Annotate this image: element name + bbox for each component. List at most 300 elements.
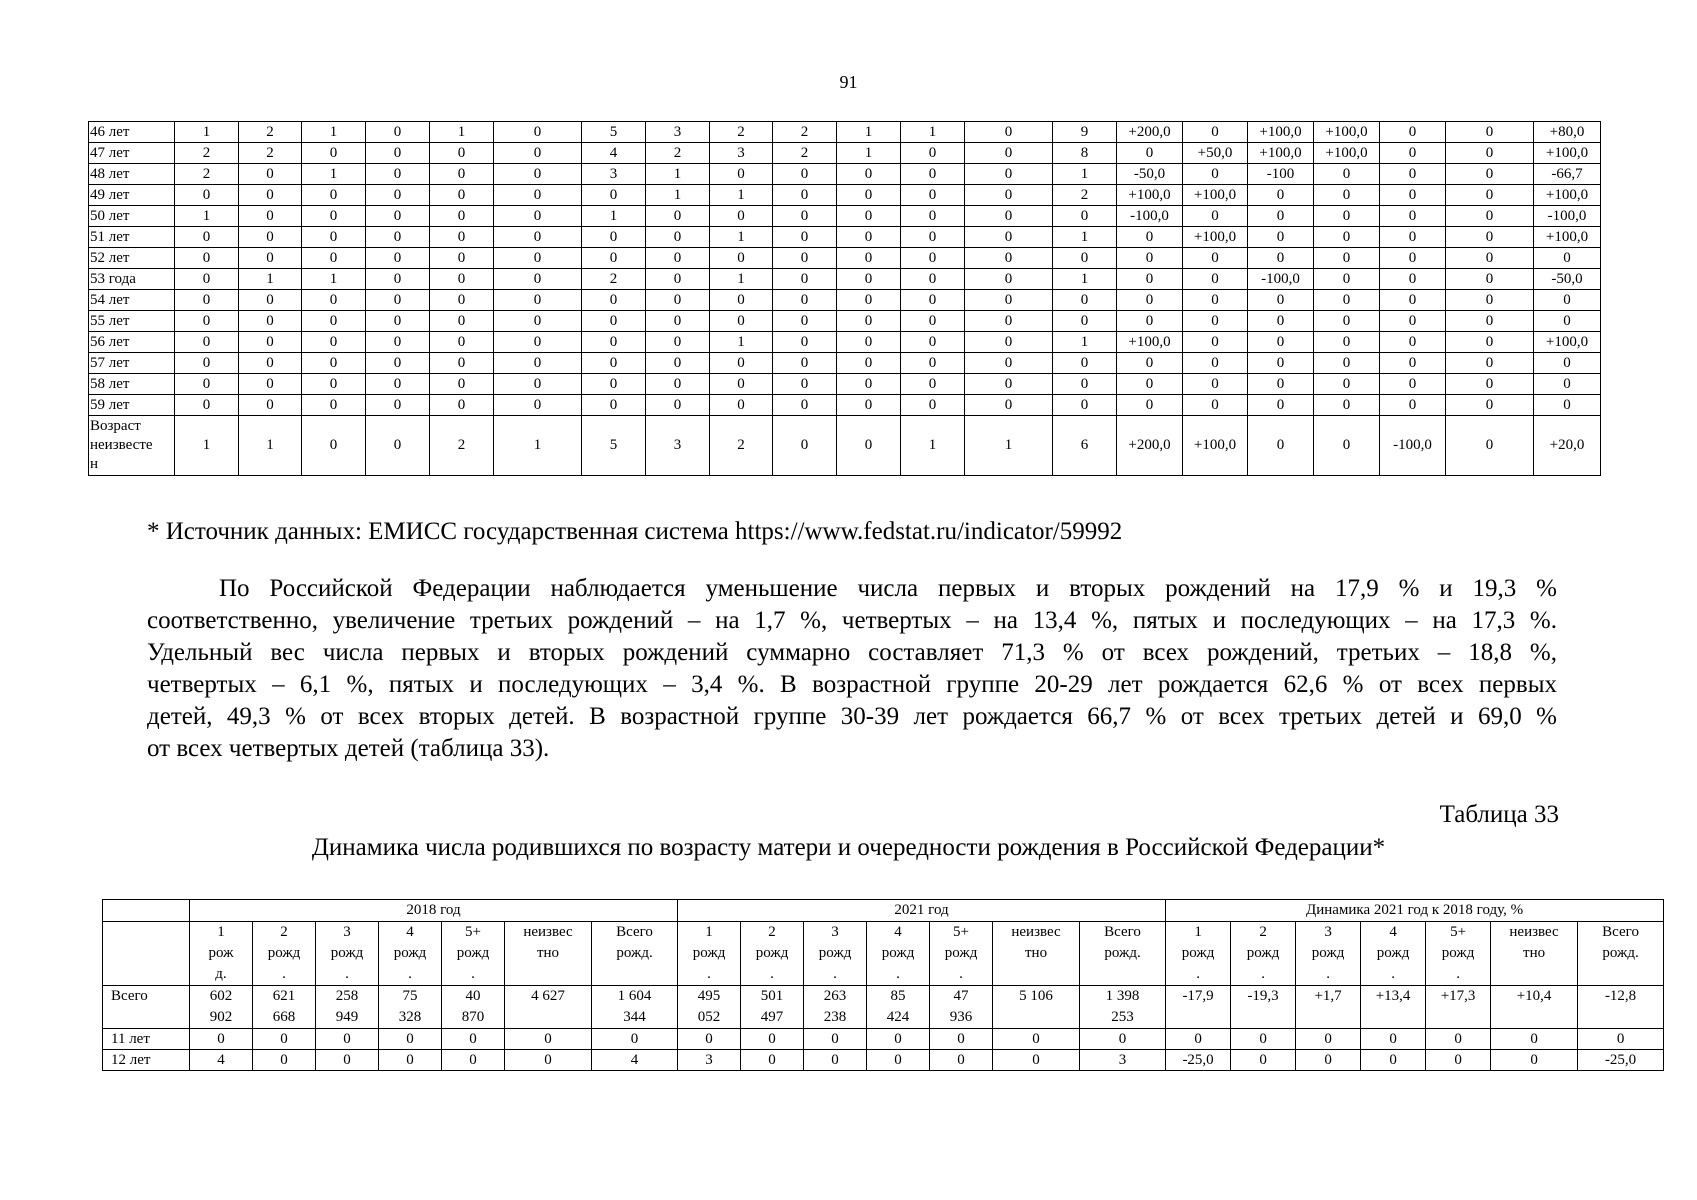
column-header-line: .	[1456, 966, 1460, 982]
cell-line: 621	[272, 988, 296, 1004]
table-cell: 0	[253, 1029, 316, 1050]
table-row	[89, 374, 1601, 395]
table-row	[89, 290, 1601, 311]
row-label: 54 лет	[89, 290, 175, 311]
table-cell: 0	[494, 164, 582, 185]
table-cell: 0	[302, 185, 366, 206]
cell-line: 902	[209, 1009, 233, 1025]
table-cell: 0	[175, 332, 239, 353]
table-cell: 1	[901, 122, 965, 143]
table-cell: 0	[837, 395, 901, 416]
table-cell: 0	[582, 332, 646, 353]
column-header-line: рожд	[818, 945, 852, 961]
table-cell: 0	[1183, 122, 1248, 143]
column-header	[741, 922, 804, 986]
table-cell: 0	[494, 332, 582, 353]
corner-cell	[103, 922, 190, 986]
table-cell: 0	[239, 374, 302, 395]
table-cell: 0	[1296, 1050, 1361, 1071]
table-cell: -100,0	[1117, 206, 1183, 227]
table-row	[89, 227, 1601, 248]
table-cell: +100,0	[1314, 143, 1380, 164]
table-cell: 0	[646, 353, 710, 374]
table-cell: 0	[646, 206, 710, 227]
table-cell: 0	[1446, 374, 1534, 395]
column-header	[253, 922, 316, 986]
source-note: * Источник данных: ЕМИСС государственная система https://www.fedstat.ru/indicator/59992	[147, 518, 1123, 545]
group-header-row	[103, 900, 1664, 922]
table-cell: 3	[678, 1050, 741, 1071]
table-cell: 0	[1248, 248, 1314, 269]
table-cell: +100,0	[1248, 143, 1314, 164]
table-row	[89, 269, 1601, 290]
table-cell: 0	[1314, 311, 1380, 332]
table-cell: 0	[1314, 185, 1380, 206]
paragraph-line: четвертых – 6,1 %, пятых и последующих – 3,4 %. В возрастной группе 20-29 лет рождается 62,6 % от всех первых	[147, 671, 1557, 698]
cell-line: 052	[697, 1009, 721, 1025]
column-header-line: рожд	[944, 945, 978, 961]
table-cell: +100,0	[1534, 143, 1601, 164]
table-cell: +100,0	[1183, 185, 1248, 206]
table-cell: 0	[1446, 206, 1534, 227]
table-cell: 0	[430, 332, 494, 353]
column-header-line: рожд	[1311, 945, 1345, 961]
row-label	[89, 416, 175, 476]
table-cell: 0	[1446, 311, 1534, 332]
table-cell: 0	[302, 143, 366, 164]
table-row	[89, 416, 1601, 476]
table-cell: 0	[582, 353, 646, 374]
table-cell: 0	[379, 1029, 442, 1050]
table-cell: 0	[1534, 374, 1601, 395]
table-cell: 0	[1248, 206, 1314, 227]
table-cell: 0	[366, 395, 430, 416]
row-label-line: Возраст	[90, 418, 141, 434]
row-label: Всего	[103, 986, 190, 1029]
table-cell: -66,7	[1534, 164, 1601, 185]
table-cell: 0	[837, 227, 901, 248]
column-header	[1231, 922, 1296, 986]
table-cell: 0	[430, 227, 494, 248]
cell-line: 1 604	[617, 988, 652, 1004]
table-cell: 0	[302, 248, 366, 269]
paragraph-line: соответственно, увеличение третьих рождений – на 1,7 %, четвертых – на 13,4 %, пятых и последующих – на 17,3 %.	[147, 607, 1557, 634]
table-cell: 0	[1314, 164, 1380, 185]
table-cell: 0	[430, 395, 494, 416]
table-cell: 0	[239, 227, 302, 248]
table-cell: 0	[965, 290, 1053, 311]
table-cell: 1	[494, 416, 582, 476]
table-cell: +20,0	[1534, 416, 1601, 476]
table-cell: 0	[1380, 227, 1446, 248]
table-cell: 2	[239, 143, 302, 164]
table-cell: 0	[1446, 269, 1534, 290]
table-cell: 0	[1183, 332, 1248, 353]
table-cell: 0	[366, 248, 430, 269]
table-cell: -100	[1248, 164, 1314, 185]
table-cell: 0	[494, 374, 582, 395]
cell-line: 263	[823, 988, 847, 1004]
column-header-line: 3	[831, 924, 839, 940]
table-cell: 1	[901, 416, 965, 476]
table-cell: 0	[1380, 353, 1446, 374]
table-cell: 0	[494, 290, 582, 311]
table-cell: 0	[1534, 311, 1601, 332]
table-cell: 0	[505, 1029, 592, 1050]
table-cell: 2	[773, 143, 837, 164]
column-header-line: .	[896, 966, 900, 982]
cell-line: 668	[272, 1009, 296, 1025]
table-cell: 0	[366, 311, 430, 332]
table-cell: 0	[993, 1029, 1080, 1050]
table-cell: 1	[1053, 227, 1117, 248]
table-cell	[867, 986, 930, 1029]
table-cell: 0	[1248, 227, 1314, 248]
table-cell: 1	[239, 269, 302, 290]
table-cell: 0	[302, 374, 366, 395]
table-cell: 0	[965, 248, 1053, 269]
table-cell: 0	[1446, 353, 1534, 374]
table-cell: 0	[1446, 164, 1534, 185]
table-cell: 0	[1491, 1029, 1578, 1050]
table-cell: 1	[646, 164, 710, 185]
cell-line: -17,9	[1182, 988, 1214, 1004]
table-cell: 0	[1248, 374, 1314, 395]
table-row	[89, 332, 1601, 353]
table-cell: 0	[1183, 395, 1248, 416]
cell-line: 238	[823, 1009, 847, 1025]
table-cell	[253, 986, 316, 1029]
table-cell: 0	[1053, 206, 1117, 227]
table-cell: 0	[1534, 395, 1601, 416]
table-cell: +200,0	[1117, 122, 1183, 143]
row-label: 58 лет	[89, 374, 175, 395]
table-cell: 0	[1248, 395, 1314, 416]
table-cell: 0	[366, 143, 430, 164]
table-cell: 0	[430, 206, 494, 227]
table-cell: 0	[1231, 1029, 1296, 1050]
table-row	[103, 1029, 1664, 1050]
table-cell: 0	[646, 269, 710, 290]
table-cell: 0	[1380, 143, 1446, 164]
table-cell: 0	[1248, 185, 1314, 206]
table-cell: 0	[965, 143, 1053, 164]
table-cell: 0	[366, 164, 430, 185]
body-paragraph	[147, 573, 1557, 765]
table-cell: 0	[239, 164, 302, 185]
paragraph-line: По Российской Федерации наблюдается уменьшение числа первых и вторых рождений на 17,9 % и 19,3 %	[219, 575, 1557, 602]
row-label: 51 лет	[89, 227, 175, 248]
column-header-line: 1	[705, 924, 713, 940]
table-cell: 2	[710, 416, 773, 476]
table-cell: 0	[901, 143, 965, 164]
column-header-line: рожд	[1441, 945, 1475, 961]
column-header-line: тно	[1024, 945, 1048, 961]
table-cell: 0	[1053, 374, 1117, 395]
table-cell: 0	[582, 395, 646, 416]
table-cell: 0	[710, 374, 773, 395]
table-cell	[930, 986, 993, 1029]
table-cell: 0	[901, 185, 965, 206]
table-cell: 4	[190, 1050, 253, 1071]
table-cell: 0	[442, 1029, 505, 1050]
table-cell: 1	[710, 185, 773, 206]
table-cell	[1231, 986, 1296, 1029]
column-header-line: рожд	[1181, 945, 1215, 961]
row-label: 55 лет	[89, 311, 175, 332]
table-cell: 0	[1117, 290, 1183, 311]
table-cell: 1	[710, 269, 773, 290]
cell-line: +10,4	[1516, 988, 1552, 1004]
table-cell: 2	[175, 164, 239, 185]
group-header: 2018 год	[190, 900, 678, 922]
table-cell: 0	[741, 1050, 804, 1071]
table-cell: 0	[837, 269, 901, 290]
cell-line: 1 398	[1105, 988, 1140, 1004]
column-header	[1491, 922, 1578, 986]
table-row	[89, 143, 1601, 164]
column-header-line: .	[471, 966, 475, 982]
column-header-line: тно	[536, 945, 560, 961]
table-cell: 0	[494, 395, 582, 416]
row-label: 47 лет	[89, 143, 175, 164]
column-header-line: .	[959, 966, 963, 982]
cell-line: 602	[209, 988, 233, 1004]
table-cell: 0	[1380, 185, 1446, 206]
table-cell: 4	[592, 1050, 678, 1071]
row-label: 49 лет	[89, 185, 175, 206]
table-cell: 1	[965, 416, 1053, 476]
row-label: 46 лет	[89, 122, 175, 143]
table-cell: 2	[1053, 185, 1117, 206]
table-cell: -100,0	[1248, 269, 1314, 290]
table-cell: 0	[175, 248, 239, 269]
table-cell: 0	[867, 1050, 930, 1071]
table-cell: -100,0	[1380, 416, 1446, 476]
table-cell: 0	[494, 206, 582, 227]
table-cell: 1	[1053, 164, 1117, 185]
table-cell: +100,0	[1183, 416, 1248, 476]
table-cell: 0	[837, 185, 901, 206]
table-cell: 0	[1314, 353, 1380, 374]
table-cell: 0	[316, 1050, 379, 1071]
column-header-line: рожд.	[1602, 945, 1639, 961]
table-cell: 0	[710, 311, 773, 332]
table-cell: +100,0	[1248, 122, 1314, 143]
table-cell: 5	[582, 122, 646, 143]
table-cell: +50,0	[1183, 143, 1248, 164]
table-cell: 0	[901, 353, 965, 374]
table-cell: 0	[1380, 206, 1446, 227]
column-header-line: .	[1261, 966, 1265, 982]
table-cell: 0	[773, 332, 837, 353]
table-row	[89, 164, 1601, 185]
column-header-line: рожд	[881, 945, 915, 961]
table-row	[89, 353, 1601, 374]
table-row	[89, 122, 1601, 143]
table-cell: 0	[1183, 311, 1248, 332]
table-cell: 0	[379, 1050, 442, 1071]
cell-line: 4 627	[531, 988, 565, 1004]
table-cell: 0	[430, 164, 494, 185]
table-cell: 0	[1314, 290, 1380, 311]
table-cell: 0	[773, 164, 837, 185]
cell-line: +13,4	[1375, 988, 1411, 1004]
table-cell: 1	[302, 122, 366, 143]
table-cell: 0	[302, 290, 366, 311]
table-cell: 0	[239, 395, 302, 416]
table-cell: 0	[1380, 122, 1446, 143]
table-cell: 0	[1314, 206, 1380, 227]
table-cell: 0	[804, 1050, 867, 1071]
table-cell: 0	[1117, 311, 1183, 332]
table-title: Динамика числа родившихся по возрасту матери и очередности рождения в Российской Федерации*	[311, 834, 1386, 861]
column-header-line: 1	[1194, 924, 1202, 940]
table-cell: 0	[901, 227, 965, 248]
table-cell: 0	[1534, 248, 1601, 269]
table-cell: 1	[302, 164, 366, 185]
column-header-line: .	[707, 966, 711, 982]
table-cell	[741, 986, 804, 1029]
table-cell: 0	[175, 269, 239, 290]
cell-line: 497	[760, 1009, 784, 1025]
table-cell: 0	[1117, 395, 1183, 416]
table-cell: 0	[965, 185, 1053, 206]
table-cell: 0	[366, 416, 430, 476]
table-cell: 0	[930, 1029, 993, 1050]
table-cell: 0	[901, 374, 965, 395]
table-cell: 0	[1117, 374, 1183, 395]
column-header-line: рожд	[692, 945, 726, 961]
table-cell: +100,0	[1117, 185, 1183, 206]
table-cell: 0	[1053, 311, 1117, 332]
table-cell: 0	[1117, 269, 1183, 290]
table-cell: 1	[837, 122, 901, 143]
table-cell: 0	[302, 353, 366, 374]
table-row	[89, 311, 1601, 332]
table-cell: 0	[965, 269, 1053, 290]
table-cell: 0	[646, 374, 710, 395]
table-cell	[505, 986, 592, 1029]
column-header-line: 5+	[953, 924, 970, 940]
table-cell: 0	[646, 290, 710, 311]
row-label: 57 лет	[89, 353, 175, 374]
table-cell: 0	[494, 269, 582, 290]
column-header-line: рожд	[1246, 945, 1280, 961]
table-cell: 0	[965, 311, 1053, 332]
cell-line: 949	[335, 1009, 359, 1025]
table-cell: 0	[582, 227, 646, 248]
table-cell: 0	[646, 227, 710, 248]
table-cell: 0	[1534, 353, 1601, 374]
table-cell: 0	[366, 206, 430, 227]
table-cell: 0	[302, 311, 366, 332]
row-label: 50 лет	[89, 206, 175, 227]
table-cell: 0	[1380, 311, 1446, 332]
column-header-line: рожд.	[616, 945, 653, 961]
table-cell	[1491, 986, 1578, 1029]
table-cell	[1080, 986, 1166, 1029]
column-header-line: рожд	[330, 945, 364, 961]
table-cell	[1296, 986, 1361, 1029]
column-header-line: рожд	[456, 945, 490, 961]
column-header	[505, 922, 592, 986]
table-age-distribution-continued	[88, 121, 1601, 476]
cell-line: 501	[760, 988, 784, 1004]
table-cell: 0	[430, 248, 494, 269]
table-cell: 0	[1248, 332, 1314, 353]
table-cell: 0	[1446, 416, 1534, 476]
table-cell: 1	[175, 416, 239, 476]
table-cell: 0	[239, 248, 302, 269]
cell-line: 40	[465, 988, 481, 1004]
table-row	[89, 185, 1601, 206]
table-cell: 0	[1380, 269, 1446, 290]
table-cell: 0	[430, 353, 494, 374]
table-cell: 0	[1053, 395, 1117, 416]
column-header-line: рожд	[393, 945, 427, 961]
table-row	[89, 248, 1601, 269]
table-cell	[804, 986, 867, 1029]
row-label: 53 года	[89, 269, 175, 290]
column-header-line: рожд	[267, 945, 301, 961]
column-header	[442, 922, 505, 986]
table-cell: -25,0	[1166, 1050, 1231, 1071]
table-cell: 0	[366, 185, 430, 206]
row-label-line: н	[90, 456, 99, 472]
table-cell	[993, 986, 1080, 1029]
table-cell: 0	[1183, 206, 1248, 227]
row-label: 52 лет	[89, 248, 175, 269]
table-cell: 0	[837, 164, 901, 185]
table-cell: 0	[494, 311, 582, 332]
table-cell: 0	[1248, 311, 1314, 332]
table-cell: 0	[965, 164, 1053, 185]
table-cell: 0	[302, 416, 366, 476]
table-cell: 0	[710, 353, 773, 374]
table-cell: 0	[965, 332, 1053, 353]
cell-line: 253	[1111, 1009, 1134, 1025]
cell-line: 328	[398, 1009, 422, 1025]
table-cell: 0	[741, 1029, 804, 1050]
column-header-line: 2	[280, 924, 288, 940]
cell-line: +17,3	[1440, 988, 1476, 1004]
cell-line: +1,7	[1314, 988, 1342, 1004]
column-header-line: 4	[894, 924, 902, 940]
column-header-line: д.	[215, 966, 227, 982]
table-row	[103, 986, 1664, 1029]
table-cell: 0	[1248, 290, 1314, 311]
row-label-line: неизвесте	[90, 437, 153, 453]
table-cell: 1	[710, 227, 773, 248]
table-cell: 0	[773, 353, 837, 374]
table-cell: 0	[366, 227, 430, 248]
column-header-line: 2	[1259, 924, 1267, 940]
column-header	[1426, 922, 1491, 986]
paragraph-line: детей, 49,3 % от всех вторых детей. В возрастной группе 30-39 лет рождается 66,7 % от всех третьих детей и 69,0 %	[147, 703, 1557, 730]
table-cell: 0	[867, 1029, 930, 1050]
table-number: Таблица 33	[1439, 801, 1559, 828]
column-header-line: 5+	[465, 924, 481, 940]
table-cell: 0	[837, 374, 901, 395]
table-cell: 0	[366, 269, 430, 290]
table-cell: 0	[494, 122, 582, 143]
table-cell: 0	[837, 332, 901, 353]
table-cell: 0	[1117, 353, 1183, 374]
column-header-line: 3	[1324, 924, 1332, 940]
table-cell: 0	[1183, 164, 1248, 185]
table-cell: 0	[430, 311, 494, 332]
